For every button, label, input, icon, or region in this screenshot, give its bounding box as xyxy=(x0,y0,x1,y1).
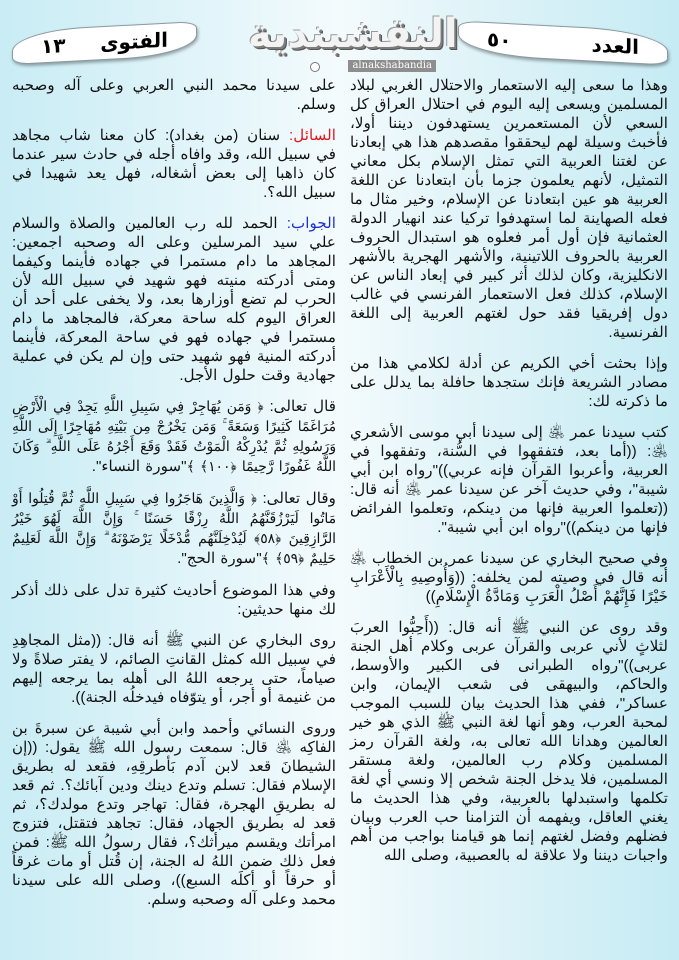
logo-arabic-wordmark: النقشبندية xyxy=(248,11,458,57)
hadith-paragraph: وروى النسائي وأحمد وابن أبي شيبة عن سبرةَ بن الفاكِه ﵁ قال: سمعت رسول الله ﷺ يقول: ((إن الشيطانَ قعد لابن آدم بَأطرقِهِ، فقعد له بطريق الإسلام فقال: تسلم وتدع دينك ودين آبائك؟. ثم قعد له بطريقِ الهجرة، فقال: تهاجر وتدع مولدك؟، ثم قعد له بطريق الجهاد، فقال: تجاهد فتقتل، فتزوج امرأتك ويقسم ميرأثك؟، فقال رسولُ الله ﷺ: فمن فعل ذلك ضمن اللهُ له الجنة، إن قُتل أو مات غرقاً أو حرقاً أو أكلَه السبع))، وصلى الله على سيدنا محمد وعلى آله وصحبه وسلم. xyxy=(12,720,336,908)
magazine-logo xyxy=(248,10,458,72)
question-text: سنان (من بغداد): كان معنا شاب مجاهد في سبيل الله، وقد وافاه أجله في حادث سير عندما كان ذاهبا إلى بعض أشغاله، فهل يعد شهيدا في سبيل الله؟. xyxy=(12,127,336,201)
question-paragraph xyxy=(12,126,336,202)
verse-paragraph xyxy=(12,489,336,569)
verse-intro: قال تعالى: xyxy=(263,398,336,415)
article-paragraph: وقد روى عن النبي ﷺ أنه قال: ((أَحِبُّوا العربَ لثلاثٍ لأني عربى والقرآن عربى وكلام أهل الجنة عربى))"رواه الطبرانى فى الكبير والأوسط، والحاكم، والبيهقى فى شعب الإيمان، وابن عساكر"، ففي هذا الحديث بيان للسبب الموجب لمحبة العرب، وهو أنها لغة النبي ﷺ الذي هو خير العالمين وهدانا الله تعالى به، ولغة القرآن رمز المسلمين وكلام رب العالمين، ولغة مستقر المسلمين، فلا يدخل الجنة شخص إلا ونسي أي لغة تكلمها واستبدلها بالعربية، وفي هذا الحديث ما يغني العاقل، ويفهمه أن التزامنا حب العرب وبيان فضلهم وفضل لغتهم إنما هو قيامنا بواجب من أهم واجبات ديننا ولا علاقة له بالعصبية، وصلى الله xyxy=(350,619,668,864)
answer-text: الحمد لله رب العالمين والصلاة والسلام علي سيد المرسلين وعلى اله وصحبه اجمعين: المجاهد ما دام مستمرا في جهاده فأينما وكيفما ومتى أدركته منيته فهو شهيد في سبيل الله لأن الحرب لم تضع أوزارها بعد، ولا يخفى على أحد أن العراق اليوم كله ساحة معركة، فالمجاهد ما دام مستمرا في جهاده فهو في ساحة المعركة، فأينما أدركته المنية فهو شهيد حتى وإن لم يكن في عملية جهادية وقت حلول الأجل. xyxy=(12,215,336,384)
section-label: الفتوى xyxy=(100,27,168,56)
answer-paragraph xyxy=(12,214,336,385)
issue-banner xyxy=(458,20,668,65)
article-paragraph: وفي صحيح البخاري عن سيدنا عمر بن الخطاب ﵁ أنه قال في وصيته لمن يخلفه: ((وَأُوصِيهِ بِالْأَعْرَابِ خَيْرًا فَإِنَّهُمْ أَصْلُ الْعَرَبِ وَمَادَّةُ الْإِسْلَامِ)) xyxy=(350,550,668,605)
verse-paragraph xyxy=(12,397,336,477)
page-number: ١٣ xyxy=(41,33,66,59)
issue-number: ٥٠ xyxy=(487,27,512,53)
article-paragraph: وهذا ما سعى إليه الاستعمار والاحتلال الغربي لبلاد المسلمين ويسعى إليه اليوم في احتلال العراق كل السعي لأن المستعمرين يستهدفون ديننا أولا، فأخبث وسيلة لهم ليحققوا مقصدهم هذا هي إبعادنا عن لغتنا العربية التي تمثل الإسلام بكل معاني التمثيل، لأنهم يعلمون جزما بأن ابتعادنا عن اللغة العربية هو عين ابتعادنا عن الإسلام، وخير مثال ما فعله الصهاينة لما استهدفوا تركيا عند انهيار الدولة العثمانية فإن أول أمر فعلوه هو استبدال الحروف العربية بالحروف اللاتينية، والأشهر الهجرية بالأشهر الانكليزية، وكان لذلك أثر كبير في إبعاد الناس عن الإسلام، كذلك فعل الاستعمار الفرنسي في غالب دول إفريقيا فقد حول لغتهم العربية إلى اللغة الفرنسية. xyxy=(350,77,668,341)
hadith-paragraph: روى البخاري عن النبي ﷺ أنه قال: ((مثل المجاهِدِ في سبيل الله كمثل القانتِ الصائم، لا يفتر صلاةً ولا صياماً، حتى يرجعه اللهُ الى أهله بما يرجعه إليهم من غنيمة أو أجر، أو يتوّفاه فيدخلُه الجنة)). xyxy=(12,632,336,706)
article-paragraph: على سيدنا محمد النبي العربي وعلى آله وصحبه وسلم. xyxy=(12,77,336,113)
left-column xyxy=(12,76,336,921)
questioner-label: السائل: xyxy=(289,127,336,144)
answer-label: الجواب: xyxy=(286,215,336,232)
quran-verse: ﴿ وَالَّذِينَ هَاجَرُوا فِي سَبِيلِ اللَّهِ ثُمَّ قُتِلُوا أَوْ مَاتُوا لَيَرْزُقَنَّهُمُ اللَّهُ رِزْقًا حَسَنًا ۚ وَإِنَّ اللَّهَ لَهُوَ خَيْرُ الرَّازِقِينَ ﴿٥٨﴾ لَيُدْخِلَنَّهُم مُّدْخَلًا يَرْضَوْنَهُ ۗ وَإِنَّ اللَّهَ لَعَلِيمٌ حَلِيمٌ ﴿٥٩﴾ ﴾ xyxy=(12,491,336,567)
article-paragraph: وإذا بحثت أخي الكريم عن أدلة لكلامي هذا من مصادر الشريعة فإنك ستجدها حافلة بما يدلل على ما ذكرته لك: xyxy=(350,355,668,410)
logo-latin-wordmark: alnakshabandia xyxy=(348,60,436,72)
quran-verse: ﴿ وَمَن يُهَاجِرْ فِي سَبِيلِ اللَّهِ يَجِدْ فِي الْأَرْضِ مُرَاغَمًا كَثِيرًا وَسَعَةً ۚ وَمَن يَخْرُجْ مِن بَيْتِهِ مُهَاجِرًا إِلَى اللَّهِ وَرَسُولِهِ ثُمَّ يُدْرِكْهُ الْمَوْتُ فَقَدْ وَقَعَ أَجْرُهُ عَلَى اللَّهِ ۗ وَكَانَ اللَّهُ غَفُورًا رَّحِيمًا ﴿١٠٠﴾ ﴾ xyxy=(12,399,336,475)
right-column xyxy=(350,76,668,877)
article-paragraph: كتب سيدنا عمر ﵁ إلى سيدنا أبي موسى الأشعري ﵁: ((أما بعد، فتفقهوا في السُّنة، وتفقهوا في العربية، وأعربوا القرآن فإنه عربي))"رواه ابن أبي شيبة"، وفي حديث آخر عن سيدنا عمر ﵁ أنه قال: ((تعلموا العربية فإنها من دينكم، وتعلموا الفرائض فإنها من دينكم))"رواه ابن أبي شيبة". xyxy=(350,424,668,536)
article-paragraph: وفي هذا الموضوع أحاديث كثيرة تدل على ذلك أذكر لك منها حديثين: xyxy=(12,582,336,618)
issue-label: العدد xyxy=(591,32,639,59)
logo-dot xyxy=(310,62,320,72)
verse-source: "سورة الحج". xyxy=(177,550,262,567)
verse-intro: وقال تعالى: xyxy=(256,490,336,507)
page-header xyxy=(0,0,679,72)
section-banner xyxy=(12,21,197,65)
verse-source: "سورة النساء". xyxy=(91,458,187,475)
